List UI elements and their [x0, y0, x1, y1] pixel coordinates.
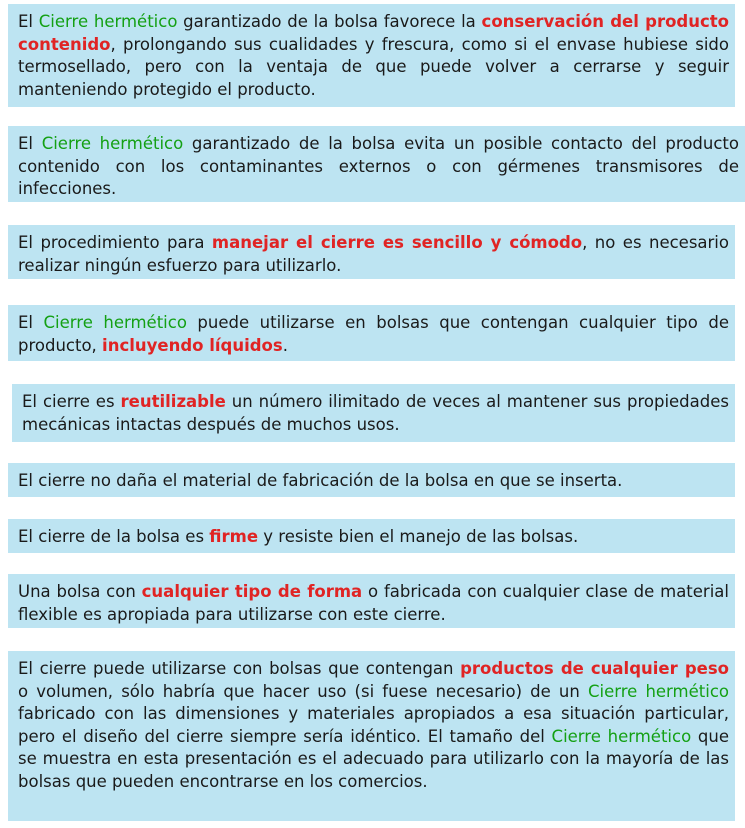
- highlight-red: reutilizable: [120, 392, 226, 411]
- text: garantizado de la bolsa favorece la: [177, 12, 482, 31]
- text: El: [18, 12, 39, 31]
- text: puede utilizarse en bolsas que contengan cualquier tipo de producto,: [18, 313, 729, 355]
- highlight-green: Cierre hermético: [587, 681, 729, 701]
- text: El: [18, 134, 42, 153]
- highlight-green: Cierre hermético: [551, 726, 692, 746]
- text: El cierre no daña el material de fabricación de la bolsa en que se inserta.: [18, 471, 623, 490]
- feature-box-weight: [8, 651, 735, 821]
- text: o fabricada con cualquier clase de material flexible es apropiada para utilizarse con este cierre.: [18, 582, 729, 624]
- highlight-red: productos de cualquier peso: [460, 659, 729, 678]
- text: , prolongando sus cualidades y frescura, como si el envase hubiese sido termosellado, pero con la ventaja de que puede volver a cerrarse y seguir manteniendo protegido el producto.: [18, 34, 729, 99]
- feature-box-no-damage: [8, 463, 735, 497]
- highlight-red: firme: [209, 527, 259, 546]
- feature-box-conservation: [8, 4, 735, 107]
- text: El procedimiento para: [18, 233, 212, 252]
- highlight-red: cualquier tipo de forma: [141, 582, 363, 601]
- text: El cierre puede utilizarse con bolsas que contengan: [18, 659, 461, 678]
- text: fabricado con las dimensiones y materiales apropiados a esa situación particular, pero el diseño del cierre siempre sería idéntico. El tamaño del: [18, 704, 729, 746]
- feature-box-shape: [8, 574, 735, 628]
- highlight-red: conservación del producto contenido: [18, 12, 729, 54]
- highlight-green: Cierre hermético: [41, 134, 184, 153]
- text: un número ilimitado de veces al mantener sus propiedades mecánicas intactas después de muchos usos.: [22, 392, 729, 434]
- highlight-red: manejar el cierre es sencillo y cómodo: [211, 233, 583, 252]
- highlight-red: incluyendo líquidos: [102, 335, 283, 355]
- text: y resiste bien el manejo de las bolsas.: [258, 527, 579, 546]
- highlight-green: Cierre hermético: [43, 313, 187, 332]
- text: .: [282, 335, 288, 355]
- feature-box-handling: [8, 225, 735, 279]
- text: que se muestra en esta presentación es el adecuado para utilizarlo con la mayoría de las bolsas que pueden encontrarse en los comercios.: [18, 726, 729, 791]
- feature-box-reusable: [12, 384, 735, 442]
- feature-box-firm: [8, 519, 735, 553]
- feature-box-contamination: [8, 126, 745, 202]
- text: o volumen, sólo habría que hacer uso (si fuese necesario) de un: [18, 681, 588, 701]
- text: El: [18, 313, 44, 332]
- text: garantizado de la bolsa evita un posible contacto del producto contenido con los contaminantes externos o con gérmenes transmisores de infecciones.: [18, 134, 739, 198]
- text: Una bolsa con: [18, 582, 142, 601]
- feature-box-products: [8, 305, 735, 361]
- text: El cierre de la bolsa es: [18, 527, 210, 546]
- text: , no es necesario realizar ningún esfuerzo para utilizarlo.: [18, 233, 729, 275]
- text: El cierre es: [22, 392, 121, 411]
- highlight-green: Cierre hermético: [38, 12, 178, 31]
